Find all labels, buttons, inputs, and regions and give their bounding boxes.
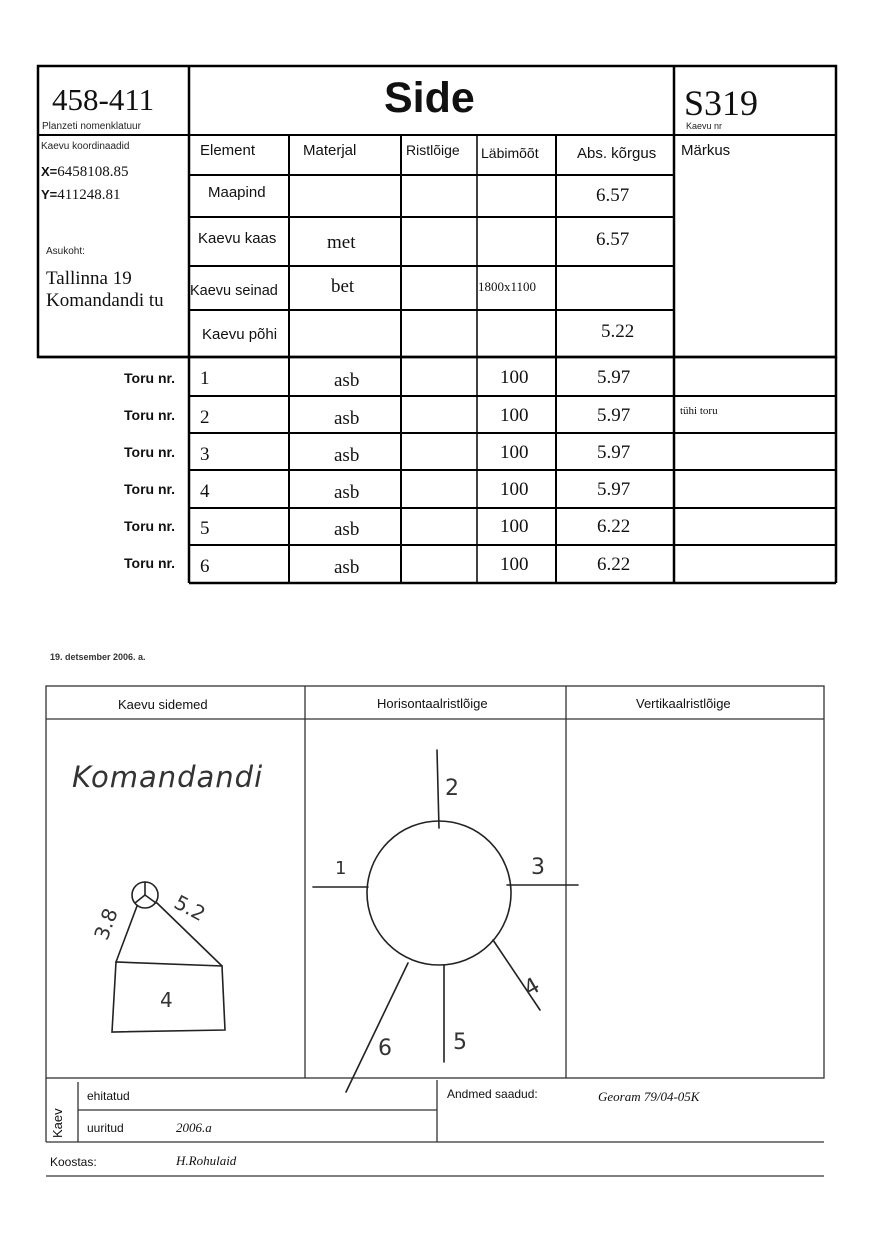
building-number: 4 (160, 988, 173, 1012)
pipe-height: 5.97 (597, 367, 631, 388)
pipe-number: 6 (200, 556, 210, 577)
element-height: 6.57 (596, 185, 630, 206)
pipe-diameter: 100 (500, 405, 529, 426)
col-element: Element (200, 142, 256, 159)
pipe-height: 5.97 (597, 479, 631, 500)
compiled-value: H.Rohulaid (176, 1153, 237, 1168)
data-source-label: Andmed saadud: (447, 1087, 538, 1101)
element-name: Kaevu põhi (202, 326, 278, 343)
pipe-material: asb (334, 370, 360, 391)
element-name: Maapind (208, 184, 266, 201)
pipe-material: asb (334, 519, 360, 540)
pipe-number: 3 (200, 444, 210, 465)
element-name: Kaevu kaas (198, 230, 277, 247)
pipe-label: Toru nr. (124, 481, 176, 497)
well-number-label: Kaevu nr (686, 121, 723, 131)
pipe-number: 1 (200, 368, 210, 389)
pipe-number: 5 (200, 518, 210, 539)
built-label: ehitatud (87, 1089, 130, 1103)
element-material: bet (331, 276, 355, 297)
element-name: Kaevu seinad (190, 283, 278, 299)
sketch-col-connections: Kaevu sidemed (118, 697, 208, 712)
pipe-label-5: 5 (453, 1030, 467, 1055)
pipe-height: 6.22 (597, 516, 631, 537)
pipe-material: asb (334, 445, 360, 466)
nomenclature-value: 458-411 (52, 82, 155, 117)
pipe-height: 5.97 (597, 405, 631, 426)
pipe-label-4: 4 (519, 973, 545, 1002)
location-label: Asukoht: (46, 246, 85, 257)
compiled-label: Koostas: (50, 1155, 97, 1169)
pipe-diameter: 100 (500, 442, 529, 463)
distance-left: 3.8 (89, 904, 123, 944)
horizontal-section-sketch (313, 750, 578, 1092)
pipe-diameter: 100 (500, 554, 529, 575)
well-side-label: Kaev (50, 1108, 65, 1138)
pipe-material: asb (334, 482, 360, 503)
element-height: 6.57 (596, 229, 630, 250)
pipe-label-2: 2 (445, 776, 459, 801)
x-coordinate (41, 163, 129, 181)
location-line2: Komandandi tu (46, 290, 164, 311)
pipe-label-6: 6 (378, 1036, 392, 1061)
date-text: 19. detsember 2006. a. (50, 652, 146, 662)
element-height: 5.22 (601, 321, 635, 342)
col-section: Ristlõige (406, 142, 460, 158)
pipe-label: Toru nr. (124, 444, 176, 460)
pipe-diameter: 100 (500, 516, 529, 537)
pipe-label: Toru nr. (124, 518, 176, 534)
pipe-label: Toru nr. (124, 555, 176, 571)
element-diameter: 1800x1100 (478, 279, 537, 294)
x-value: 6458108.85 (57, 164, 129, 180)
surveyed-value: 2006.a (176, 1120, 212, 1135)
pipe-number: 4 (200, 481, 210, 502)
page-title: Side (384, 74, 475, 122)
data-source-value: Georam 79/04-05K (598, 1089, 700, 1104)
x-label: X= (41, 164, 58, 179)
coords-label: Kaevu koordinaadid (41, 141, 130, 152)
y-label: Y= (41, 187, 58, 202)
sketch-col-vertical: Vertikaalristlõige (636, 696, 731, 711)
col-height: Abs. kõrgus (577, 145, 657, 162)
col-diameter: Läbimõõt (481, 145, 539, 161)
surveyed-label: uuritud (87, 1121, 124, 1135)
pipe-label: Toru nr. (124, 370, 176, 386)
pipe-note: tühi toru (680, 405, 718, 417)
sketch-col-horizontal: Horisontaalristlõige (377, 696, 488, 711)
pipe-height: 6.22 (597, 554, 631, 575)
well-number-value: S319 (684, 83, 759, 123)
col-material: Materjal (303, 142, 357, 159)
location-line1: Tallinna 19 (46, 268, 132, 289)
pipe-number: 2 (200, 407, 210, 428)
pipe-diameter: 100 (500, 367, 529, 388)
pipe-label: Toru nr. (124, 407, 176, 423)
pipe-material: asb (334, 408, 360, 429)
element-material: met (327, 232, 356, 253)
y-value: 411248.81 (57, 187, 121, 203)
pipe-height: 5.97 (597, 442, 631, 463)
pipe-diameter: 100 (500, 479, 529, 500)
pipe-label-3: 3 (531, 855, 545, 880)
pipe-label-1: 1 (335, 858, 347, 879)
nomenclature-label: Planzeti nomenklatuur (42, 121, 141, 132)
col-remarks: Märkus (681, 142, 731, 159)
location-address (46, 268, 164, 312)
y-coordinate (41, 186, 120, 204)
pipe-material: asb (334, 557, 360, 578)
distance-right: 5.2 (170, 889, 210, 927)
street-name-handwritten: Komandandi (72, 760, 264, 794)
